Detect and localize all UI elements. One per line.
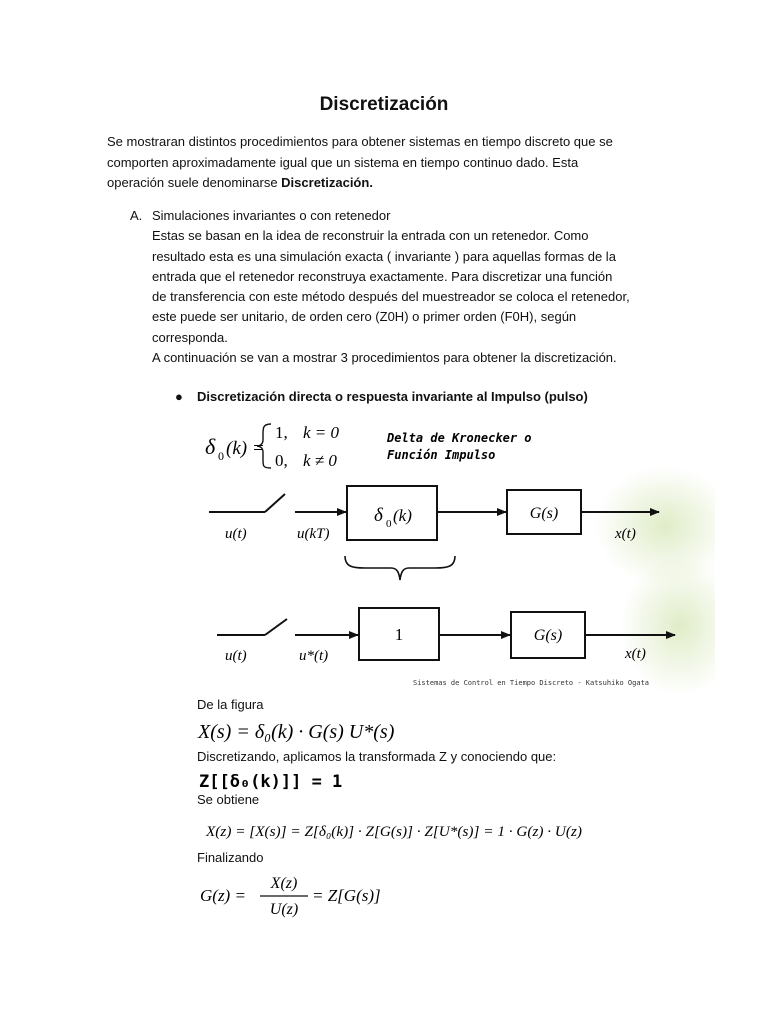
output-label: x(t) — [625, 646, 646, 662]
intro-line: Se mostraran distintos procedimientos para obtener sistemas en tiempo discreto que se — [107, 134, 613, 149]
delta-case1-value: 1, — [275, 423, 288, 442]
intro-bold-term: Discretización. — [281, 175, 373, 190]
figure-caption-line: Delta de Kronecker o — [387, 431, 532, 445]
input-label: u(t) — [225, 526, 247, 542]
intro-paragraph — [107, 132, 667, 194]
plant-block-label: G(s) — [533, 627, 563, 644]
sampler-switch — [265, 619, 287, 635]
svg-text:G(z) =: G(z) = — [200, 886, 246, 905]
sampled-input-label: u(kT) — [297, 526, 330, 542]
section-line: resultado esta es una simulación exacta ( invariante ) para aquellas formas de la — [152, 248, 616, 264]
intro-line — [107, 173, 667, 194]
svg-text:X(z): X(z) — [270, 875, 298, 892]
derivation-label: Se obtiene — [197, 792, 260, 807]
delta-lhs: δ — [205, 434, 216, 459]
derivation-label: Discretizando, aplicamos la transformada Z y conociendo que: — [197, 749, 557, 764]
input-label: u(t) — [225, 648, 247, 664]
page-title: Discretización — [319, 94, 449, 115]
bullet-text: Discretización directa o respuesta invariante al Impulso (pulso) — [197, 389, 588, 404]
section-body — [152, 206, 672, 368]
equation-3 — [196, 811, 596, 851]
output-label: x(t) — [615, 526, 636, 542]
intro-text: operación suele denominarse — [107, 175, 282, 190]
svg-text:U(z): U(z) — [269, 901, 299, 918]
section-line: este puede ser unitario, de orden cero (Z0H) o primer orden (F0H), según — [152, 309, 577, 325]
section-line: corresponda. — [152, 329, 228, 345]
svg-text:Z[[δ₀(k)]] = 1: Z[[δ₀(k)]] = 1 — [199, 772, 343, 792]
svg-text:X(z) = [X(s)] = Z[δ₀(k)] · Z[G: X(z) = [X(s)] = Z[δ₀(k)] · Z[G(s)] · Z[U*(s)] = 1 · G(z) · U(z) — [204, 824, 582, 840]
delta-case2-condition: k ≠ 0 — [303, 451, 337, 470]
delta-block-label: δ — [374, 505, 383, 526]
block-diagram-figure — [195, 416, 715, 698]
section-line: A continuación se van a mostrar 3 procedimientos para obtener la discretización. — [152, 350, 617, 366]
delta-block-arg: (k) — [393, 506, 412, 525]
section-heading: Simulaciones invariantes o con retenedor — [152, 208, 391, 223]
grouping-brace — [345, 556, 455, 580]
section-line: Estas se basan en la idea de reconstruir la entrada con un retenedor. Como — [152, 228, 589, 244]
delta-case2-value: 0, — [275, 451, 288, 470]
intro-line: comporten aproximadamente igual que un sistema en tiempo continuo dado. Esta — [107, 154, 579, 170]
figure-caption-line: Función Impulso — [387, 448, 496, 462]
delta-lhs-sub: 0 — [218, 449, 224, 463]
equation-4 — [196, 866, 406, 926]
section-line: de transferencia con este método después del muestreador se coloca el retenedor, — [152, 289, 630, 305]
delta-case1-condition: k = 0 — [303, 423, 340, 442]
bullet-dot: ● — [175, 389, 183, 404]
equation-1 — [196, 714, 436, 748]
delta-lhs-arg: (k) = — [226, 438, 265, 459]
figure-credit: Sistemas de Control en Tiempo Discreto - Katsuhiko Ogata — [413, 679, 650, 687]
sampled-input-label: u*(t) — [299, 648, 329, 664]
delta-block-sub: 0 — [386, 518, 392, 530]
svg-text:X(s) = δ₀(k) · G(s) U*(s): X(s) = δ₀(k) · G(s) U*(s) — [198, 721, 395, 743]
section-line: entrada que el retenedor reconstruya exactamente. Para discretizar una función — [152, 268, 613, 284]
derivation-label: De la figura — [197, 697, 264, 712]
derivation-label: Finalizando — [197, 850, 264, 865]
plant-block-label: G(s) — [529, 505, 559, 522]
section-letter: A. — [130, 208, 143, 223]
unit-block-label: 1 — [394, 625, 404, 644]
delta-block — [347, 486, 437, 540]
svg-text:= Z[G(s)]: = Z[G(s)] — [312, 886, 381, 905]
sampler-switch — [265, 494, 285, 512]
